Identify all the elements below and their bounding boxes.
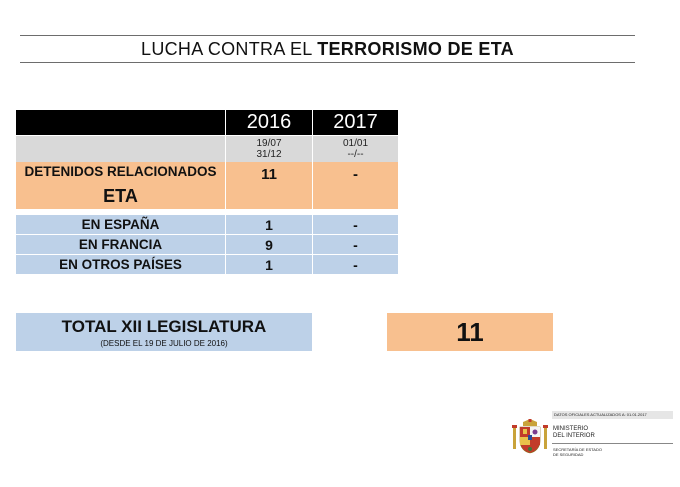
top-rule <box>20 35 635 36</box>
main-row-2016 <box>226 162 312 209</box>
ministry-line2: DEL INTERIOR <box>553 433 595 439</box>
footer-divider <box>552 443 673 444</box>
main-value-2016: 11 <box>261 166 277 183</box>
main-row-2017 <box>313 162 398 209</box>
main-label-line2: ETA <box>103 185 138 206</box>
secretariat-line2: DE SEGURIDAD <box>553 452 584 457</box>
secretariat-line1: SECRETARÍA DE ESTADO <box>553 447 602 452</box>
total-value: 11 <box>387 313 553 351</box>
date-range-2017 <box>313 136 398 162</box>
header-blank-cell <box>16 110 225 135</box>
header-year-2017: 2017 <box>313 110 398 135</box>
ministry-line1: MINISTERIO <box>553 426 589 432</box>
row-otros-label: EN OTROS PAÍSES <box>16 255 225 274</box>
row-francia-label: EN FRANCIA <box>16 235 225 254</box>
date-range-2016 <box>226 136 312 162</box>
header-year-2016: 2016 <box>226 110 312 135</box>
row-otros-2016: 1 <box>226 255 312 274</box>
row-otros-2017: - <box>313 255 398 274</box>
main-row-label <box>16 162 225 209</box>
row-francia-2016: 9 <box>226 235 312 254</box>
title-bottom-rule <box>20 62 635 63</box>
date-to-2017: --/-- <box>347 149 364 160</box>
date-from-2017: 01/01 <box>342 138 369 149</box>
title-bold: TERRORISMO DE ETA <box>317 39 514 59</box>
main-label-line1: DETENIDOS RELACIONADOS <box>24 163 217 179</box>
date-to-2016: 31/12 <box>256 149 282 160</box>
date-from-2016: 19/07 <box>256 138 282 149</box>
row-espana-2016: 1 <box>226 215 312 234</box>
total-title: TOTAL XII LEGISLATURA <box>61 317 267 336</box>
row-espana-2017: - <box>313 215 398 234</box>
total-legislature-box <box>16 313 312 351</box>
ministry-name <box>553 426 595 440</box>
main-value-2017: - <box>353 166 358 183</box>
dates-blank-cell <box>16 136 225 162</box>
update-note: DATOS OFICIALES ACTUALIZADOS A: 01.01.2017 <box>552 411 673 419</box>
title-normal: LUCHA CONTRA EL <box>141 39 318 59</box>
row-francia-2017: - <box>313 235 398 254</box>
row-espana-label: EN ESPAÑA <box>16 215 225 234</box>
total-subtitle: (DESDE EL 19 DE JULIO DE 2016) <box>100 339 228 348</box>
spain-coat-of-arms-icon <box>512 419 548 455</box>
page-title <box>20 37 635 61</box>
secretariat-name <box>553 447 602 457</box>
